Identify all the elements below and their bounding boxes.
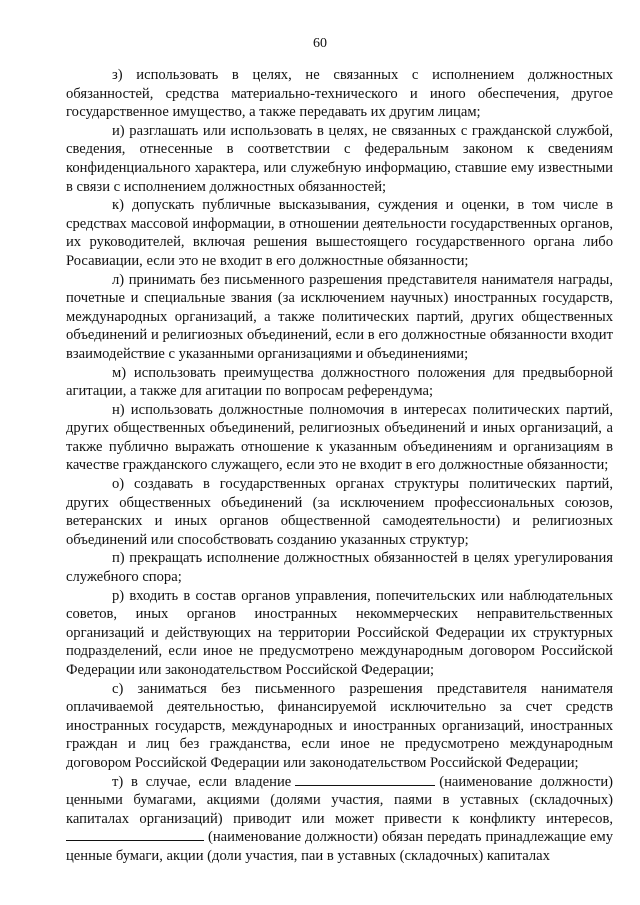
paragraph-n: н) использовать должностные полномочия в интересах политических партий, других общественных объединений, религиозных объединений и иных организаций, а также публично выражать отношение к указанным объединениям и организациям в качестве гражданского служащего, если это не входит в его должностные обязанности; [66,401,613,474]
document-body [66,66,613,866]
position-blank-1 [295,773,435,786]
paragraph-t [66,773,613,866]
page-number: 60 [313,36,327,51]
paragraph-s: с) заниматься без письменного разрешения представителя нанимателя оплачиваемой деятельностью, финансируемой исключительно за счет средств иностранных государств, международных и иностранных организаций, иностранных граждан и лиц без гражданства, если иное не предусмотрено международным договором Российской Федерации или законодательством Российской Федерации; [66,680,613,771]
paragraph-i: и) разглашать или использовать в целях, не связанных с гражданской службой, сведения, отнесенные в соответствии с федеральным законом к сведениям конфиденциального характера, или служебную информацию, ставшие ему известными в связи с исполнением должностных обязанностей; [66,122,613,195]
paragraph-r: р) входить в состав органов управления, попечительских или наблюдательных советов, иных органов иностранных некоммерческих неправительственных организаций и действующих на территории Российской Федерации их структурных подразделений, если иное не предусмотрено международным договором Российской Федерации или законодательством Российской Федерации; [66,587,613,678]
paragraph-k: к) допускать публичные высказывания, суждения и оценки, в том числе в средствах массовой информации, в отношении деятельности государственных органов, их руководителей, включая решения вышестоящего государственного органа либо Росавиации, если это не входит в его должностные обязанности; [66,197,613,269]
position-blank-2 [66,828,204,841]
paragraph-p: п) прекращать исполнение должностных обязанностей в целях урегулирования служебного спора; [66,550,613,586]
paragraph-t-start: т) в случае, если владение [112,773,292,790]
paragraph-l: л) принимать без письменного разрешения представителя нанимателя награды, почетные и специальные звания (за исключением научных) иностранных государств, международных организаций, а также политических партий, других общественных объединений и религиозных объединений, если в его должностные обязанности входит взаимодействие с указанными организациями и объединениями; [66,271,613,362]
paragraph-m: м) использовать преимущества должностного положения для предвыборной агитации, а также для агитации по вопросам референдума; [66,364,613,400]
paragraph-t-end: (наименование должности) обязан передать принадлежащие ему ценные бумаги, акции (доли участия, паи в уставных (складочных) капиталах [66,829,613,864]
paragraph-o: о) создавать в государственных органах структуры политических партий, других общественных объединений (за исключением профессиональных союзов, ветеранских и иных органов общественной самодеятельности) и религиозных объединений или способствовать созданию указанных структур; [66,476,613,548]
paragraph-t-middle: (наименование должности) ценными бумагами, акциями (долями участия, паями в уставных (складочных) капиталах организаций) приводит или может привести к конфликту интересов, [66,773,614,827]
paragraph-z: з) использовать в целях, не связанных с исполнением должностных обязанностей, средства материально-технического и иного обеспечения, другое государственное имущество, а также передавать их другим лицам; [66,67,613,121]
